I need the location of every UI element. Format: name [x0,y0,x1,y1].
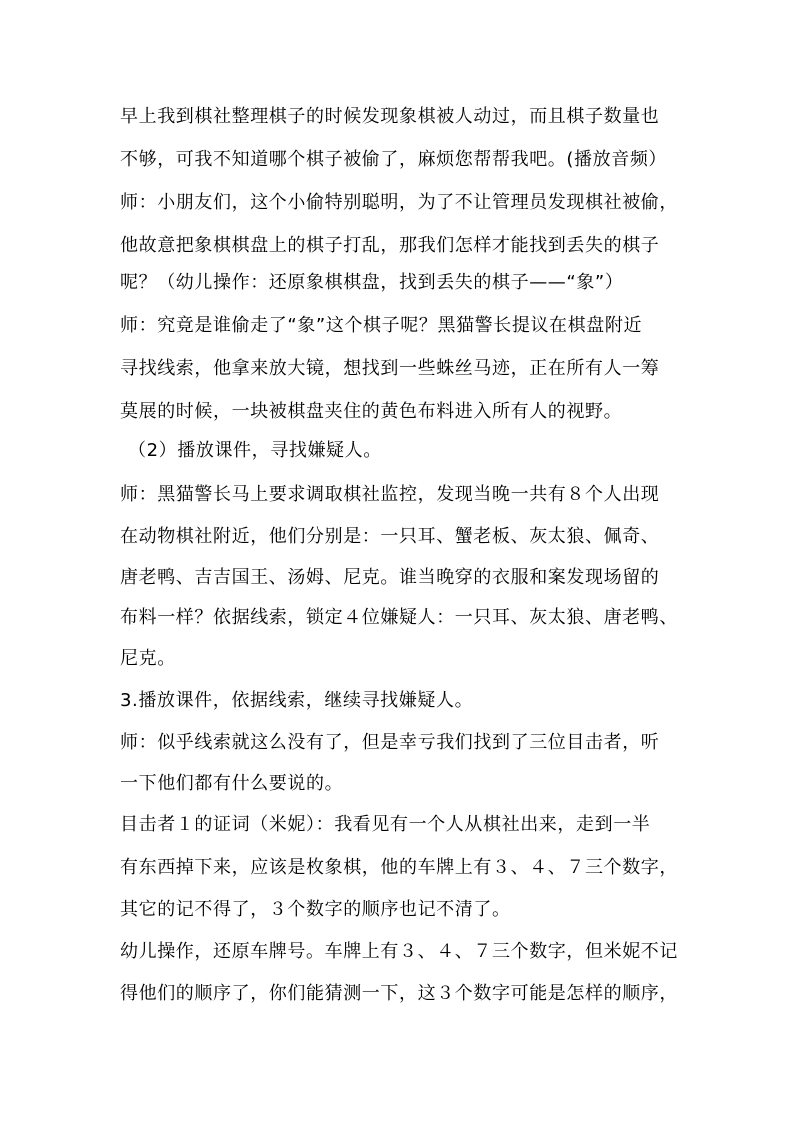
paragraph-line: 师：究竟是谁偷走了“象”这个棋子呢？黑猫警长提议在棋盘附近 [120,315,643,336]
paragraph-line: 幼儿操作，还原车牌号。车牌上有３、４、７三个数字，但米妮不记 [120,941,678,962]
paragraph-line: 寻找线索，他拿来放大镜，想找到一些蛛丝马迹，正在所有人一筹 [120,358,660,379]
paragraph-line: 莫展的时候，一块被棋盘夹住的黄色布料进入所有人的视野。 [120,401,623,422]
paragraph-line: 他故意把象棋棋盘上的棋子打乱，那我们怎样才能找到丢失的棋子 [120,235,660,256]
paragraph-line: 师：黑猫警长马上要求调取棋社监控，发现当晚一共有８个人出现 [120,484,660,505]
paragraph-line: 布料一样？依据线索，锁定４位嫌疑人：一只耳、灰太狼、唐老鸭、 [120,607,678,628]
paragraph-line: 有东西掉下来，应该是枚象棋，他的车牌上有３、４、７三个数字， [120,857,678,878]
paragraph-line: 早上我到棋社整理棋子的时候发现象棋被人动过，而且棋子数量也 [120,106,660,127]
paragraph-line: 师：似乎线索就这么没有了，但是幸亏我们找到了三位目击者，听 [120,732,660,753]
paragraph-line: 师：小朋友们，这个小偷特别聪明，为了不让管理员发现棋社被偷， [120,192,678,213]
paragraph-line: 唐老鸭、吉吉国王、汤姆、尼克。谁当晚穿的衣服和案发现场留的 [120,567,660,588]
paragraph-line: 尼克。 [120,648,176,669]
section-heading: （2）播放课件，寻找嫌疑人。 [128,440,382,461]
paragraph-line: 在动物棋社附近，他们分别是：一只耳、蟹老板、灰太狼、佩奇、 [120,526,660,547]
paragraph-line: 得他们的顺序了，你们能猜测一下，这３个数字可能是怎样的顺序， [120,983,678,1004]
paragraph-line: 其它的记不得了，３个数字的顺序也记不清了。 [120,899,511,920]
section-heading: 3.播放课件，依据线索，继续寻找嫌疑人。 [120,690,474,711]
paragraph-line: 不够，可我不知道哪个棋子被偷了，麻烦您帮帮我吧。(播放音频） [120,149,668,170]
paragraph-line: 一下他们都有什么要说的。 [120,773,344,794]
paragraph-line: 呢？（幼儿操作：还原象棋棋盘，找到丢失的棋子——“象”） [120,272,624,293]
paragraph-line: 目击者１的证词（米妮）：我看见有一个人从棋社出来，走到一半 [120,814,651,835]
